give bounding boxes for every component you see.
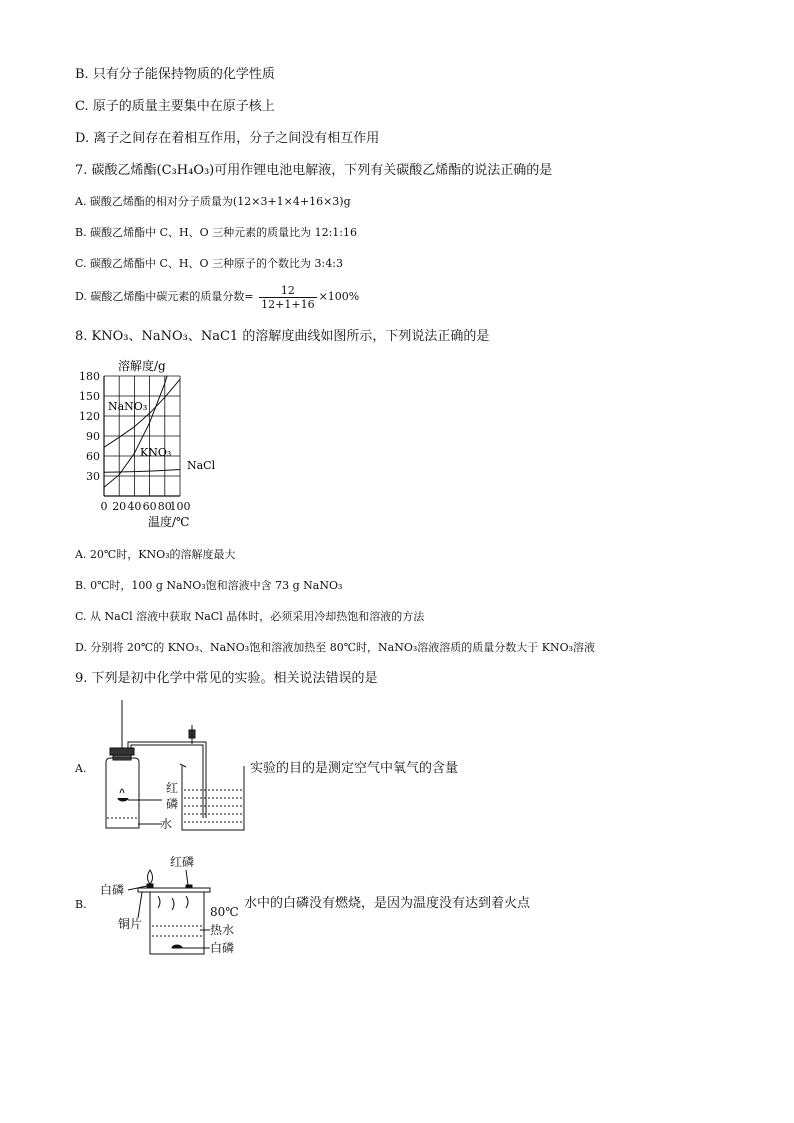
x-tick-100: 100: [169, 500, 191, 513]
q8-option-c: C. 从 NaCl 溶液中获取 NaCl 晶体时，必须采用冷却热饱和溶液的方法: [75, 610, 425, 623]
fraction-denominator: 12+1+16: [261, 297, 315, 311]
x-axis-label: 温度/℃: [148, 515, 190, 529]
combustion-spoon: [118, 798, 128, 801]
y-tick-90: 90: [86, 430, 100, 443]
q7-option-b: B. 碳酸乙烯酯中 C、H、O 三种元素的质量比为 12:1:16: [75, 226, 357, 239]
label-copper-sheet: 铜片: [118, 917, 143, 931]
label-red-p-2: 磷: [166, 797, 179, 811]
q6-option-b: B. 只有分子能保持物质的化学性质: [75, 67, 275, 82]
fraction-numerator: 12: [259, 284, 316, 298]
q8-option-d: D. 分别将 20℃的 KNO₃、NaNO₃饱和溶液加热至 80℃时，NaNO₃溶液溶质的质量分数大于 KNO₃溶液: [75, 641, 596, 654]
y-tick-30: 30: [86, 470, 100, 483]
y-tick-150: 150: [79, 390, 100, 403]
q8-option-b: B. 0℃时，100 g NaNO₃饱和溶液中含 73 g NaNO₃: [75, 579, 343, 592]
q7-option-a: A. 碳酸乙烯酯的相对分子质量为(12×3+1×4+16×3)g: [75, 195, 351, 208]
q7-option-d-suffix: ×100%: [318, 290, 360, 303]
label-water: 水: [160, 817, 173, 831]
gas-jar: [106, 758, 139, 828]
label-red-p-1: 红: [166, 781, 179, 795]
solubility-chart: [70, 352, 240, 534]
x-tick-20: 20: [112, 500, 127, 513]
x-tick-80: 80: [157, 500, 172, 513]
mass-fraction: [259, 284, 316, 311]
flame-icon: [148, 870, 153, 884]
label-red-phosphorus: 红磷: [170, 855, 195, 869]
steam: [158, 896, 188, 910]
series-label-nano3: NaNO₃: [108, 400, 148, 413]
series-label-nacl: NaCl: [187, 459, 216, 472]
smoke: [120, 789, 124, 793]
q8-option-a: A. 20℃时，KNO₃的溶解度最大: [75, 548, 236, 561]
q7-option-d-prefix: D. 碳酸乙烯酯中碳元素的质量分数=: [75, 290, 254, 303]
curve-series-2: [104, 470, 180, 473]
y-tick-120: 120: [79, 410, 100, 423]
white-phosphorus-bottom: [172, 945, 182, 948]
x-tick-40: 40: [127, 500, 142, 513]
series-label-kno3: KNO₃: [140, 446, 172, 459]
q9-option-a-label: A.: [75, 762, 87, 775]
oxygen-measurement-apparatus: [98, 700, 248, 832]
q6-option-d: D. 离子之间存在着相互作用，分子之间没有相互作用: [75, 131, 380, 146]
q7-option-d: [75, 282, 359, 312]
combustion-condition-apparatus: [100, 852, 250, 960]
q9-option-b-text: 水中的白磷没有燃烧，是因为温度没有达到着火点: [244, 896, 531, 911]
label-temperature: 80℃: [210, 905, 239, 919]
white-phosphorus-top: [147, 884, 153, 888]
q9-stem: 9. 下列是初中化学中常见的实验。相关说法错误的是: [75, 671, 378, 686]
y-tick-180: 180: [79, 370, 100, 383]
q9-option-b-label: B.: [75, 898, 87, 911]
copper-sheet: [138, 888, 210, 892]
leader-copper-sheet: [138, 892, 142, 918]
leader-red-phosphorus: [186, 870, 188, 885]
label-white-phosphorus-bottom: 白磷: [210, 941, 235, 955]
beaker-spout: [180, 764, 186, 767]
y-tick-60: 60: [86, 450, 100, 463]
q8-stem: 8. KNO₃、NaNO₃、NaC1 的溶解度曲线如图所示，下列说法正确的是: [75, 329, 490, 344]
x-tick-60: 60: [142, 500, 157, 513]
label-white-phosphorus-top: 白磷: [100, 883, 125, 897]
label-hot-water: 热水: [210, 923, 235, 937]
q7-stem: 7. 碳酸乙烯酯(C₃H₄O₃)可用作锂电池电解液，下列有关碳酸乙烯酯的说法正确的是: [75, 163, 553, 178]
y-axis-label: 溶解度/g: [118, 359, 166, 373]
q9-option-a-text: 实验的目的是测定空气中氧气的含量: [250, 761, 459, 776]
x-tick-0: 0: [100, 500, 108, 513]
stopper: [110, 748, 134, 755]
q6-option-c: C. 原子的质量主要集中在原子核上: [75, 99, 275, 114]
q7-option-c: C. 碳酸乙烯酯中 C、H、O 三种原子的个数比为 3:4:3: [75, 257, 343, 270]
